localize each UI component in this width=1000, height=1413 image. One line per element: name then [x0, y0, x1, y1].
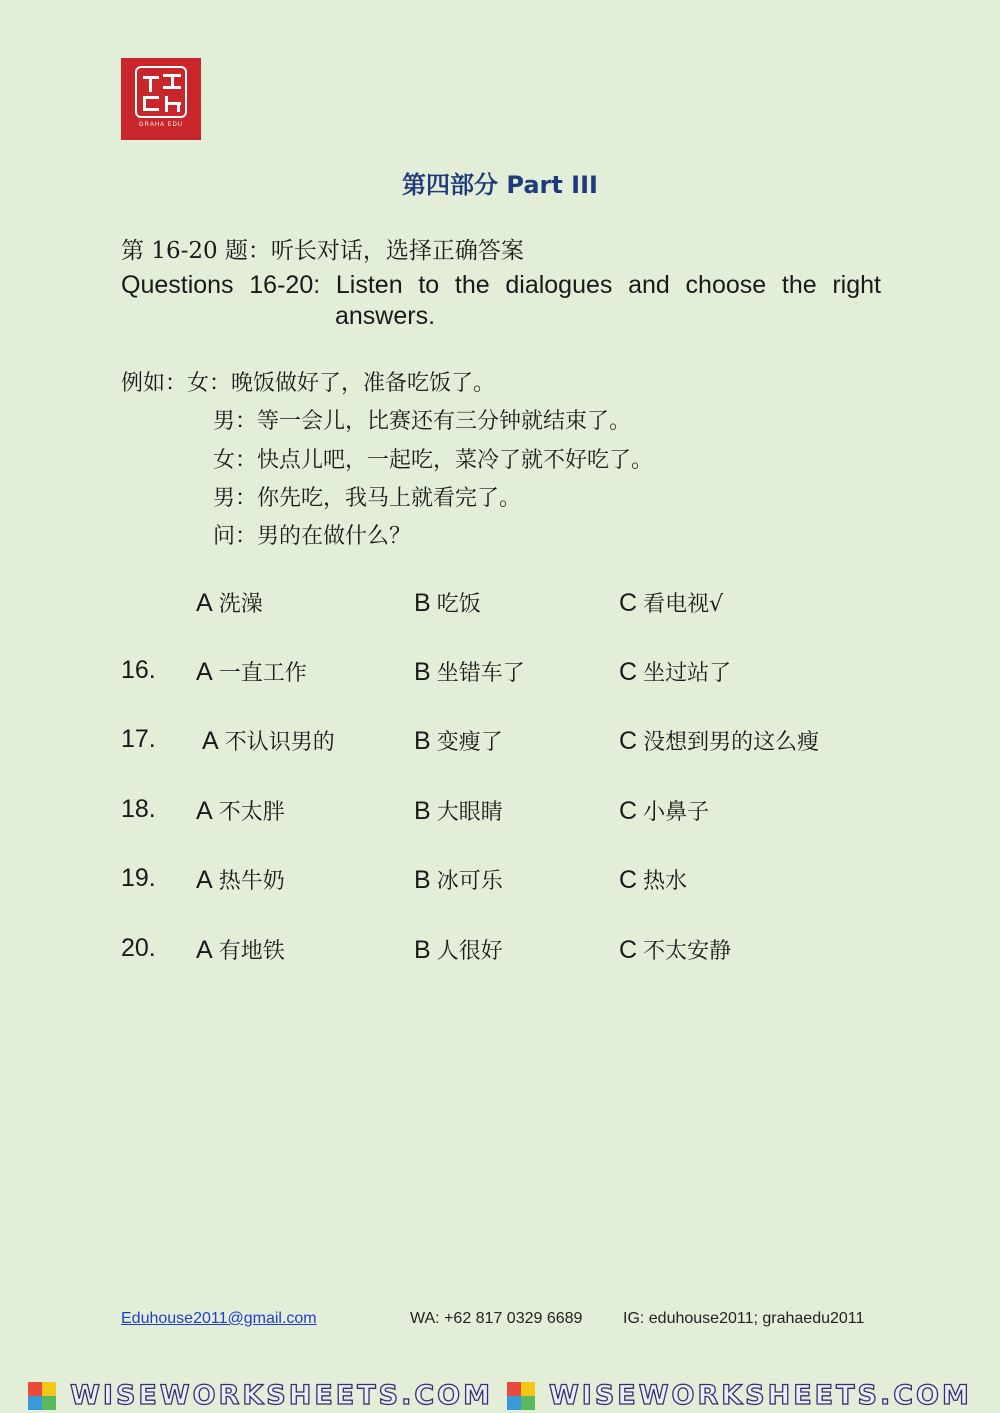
option-letter: A — [196, 797, 213, 825]
option-text: 坐错车了 — [436, 661, 525, 686]
example-options-row — [0, 587, 1000, 627]
option-a — [196, 864, 285, 895]
option-c — [619, 656, 731, 687]
question-row — [0, 725, 1000, 765]
option-text: 冰可乐 — [436, 869, 503, 894]
option-b — [414, 656, 525, 687]
option-b — [414, 587, 481, 618]
example-line: 例如：女：晚饭做好了，准备吃饭了。 — [121, 371, 496, 396]
option-letter: C — [619, 658, 638, 686]
logo-seal-icon — [135, 66, 187, 118]
option-b — [414, 725, 503, 756]
option-text: 一直工作 — [218, 661, 307, 686]
option-letter: A — [196, 658, 213, 686]
question-number: 20. — [121, 934, 156, 962]
option-text: 小鼻子 — [643, 800, 710, 825]
question-row — [0, 795, 1000, 835]
example-question: 问：男的在做什么？ — [213, 524, 412, 549]
option-letter: A — [196, 936, 213, 964]
option-letter: B — [414, 866, 431, 894]
example-line: 女：快点儿吧，一起吃，菜冷了就不好吃了。 — [213, 448, 654, 473]
graha-edu-logo — [121, 58, 201, 140]
option-text: 不太胖 — [218, 800, 285, 825]
instructions-english-line2: answers. — [335, 302, 436, 330]
option-text: 吃饭 — [436, 592, 481, 617]
option-letter: C — [619, 936, 638, 964]
instructions-chinese: 第 16-20 题：听长对话，选择正确答案 — [121, 238, 524, 264]
option-text: 洗澡 — [218, 592, 263, 617]
option-a — [196, 656, 307, 687]
section-heading: 第四部分 Part III — [402, 171, 598, 199]
banner-text: WISEWORKSHEETS.COM — [549, 1380, 972, 1411]
example-line: 男：你先吃，我马上就看完了。 — [213, 486, 522, 511]
option-c — [619, 795, 709, 826]
option-b — [414, 795, 503, 826]
option-letter: C — [619, 589, 638, 617]
question-number: 17. — [121, 725, 156, 753]
option-text: 热水 — [643, 869, 688, 894]
option-letter: A — [196, 589, 213, 617]
wiseworksheets-logo-icon — [507, 1382, 535, 1410]
option-letter: B — [414, 936, 431, 964]
option-letter: A — [196, 866, 213, 894]
option-text: 大眼睛 — [436, 800, 503, 825]
option-letter: C — [619, 727, 638, 755]
option-letter: C — [619, 797, 638, 825]
whatsapp-contact: WA: +62 817 0329 6689 — [410, 1310, 583, 1327]
option-c — [619, 864, 687, 895]
option-a — [202, 725, 335, 756]
example-line: 男：等一会儿，比赛还有三分钟就结束了。 — [213, 409, 632, 434]
option-text: 没想到男的这么瘦 — [643, 730, 820, 755]
option-letter: B — [414, 589, 431, 617]
option-text: 不认识男的 — [224, 730, 335, 755]
option-text: 看电视√ — [643, 592, 724, 617]
option-letter: B — [414, 658, 431, 686]
option-text: 有地铁 — [218, 939, 285, 964]
option-letter: B — [414, 797, 431, 825]
question-number: 16. — [121, 656, 156, 684]
question-row — [0, 656, 1000, 696]
option-letter: B — [414, 727, 431, 755]
option-text: 不太安静 — [643, 939, 732, 964]
wiseworksheets-logo-icon — [28, 1382, 56, 1410]
logo-brand-text: GRAHA EDU — [138, 122, 184, 128]
option-a — [196, 795, 285, 826]
option-c — [619, 934, 731, 965]
option-letter: C — [619, 866, 638, 894]
option-b — [414, 864, 503, 895]
question-row — [0, 864, 1000, 904]
instructions-english-line1: Questions 16-20: Listen to the dialogues and choose the right — [121, 271, 881, 299]
option-c — [619, 725, 819, 756]
question-row — [0, 934, 1000, 974]
email-link[interactable]: Eduhouse2011@gmail.com — [121, 1310, 317, 1327]
option-c — [619, 587, 723, 618]
instagram-contact: IG: eduhouse2011; grahaedu2011 — [623, 1310, 865, 1327]
question-number: 19. — [121, 864, 156, 892]
banner-text: WISEWORKSHEETS.COM — [70, 1380, 493, 1411]
option-b — [414, 934, 503, 965]
option-letter: A — [202, 727, 219, 755]
option-text: 热牛奶 — [218, 869, 285, 894]
option-text: 坐过站了 — [643, 661, 732, 686]
option-a — [196, 934, 285, 965]
option-a — [196, 587, 263, 618]
question-number: 18. — [121, 795, 156, 823]
option-text: 人很好 — [436, 939, 503, 964]
option-text: 变瘦了 — [436, 730, 503, 755]
wiseworksheets-banner — [0, 1378, 1000, 1413]
